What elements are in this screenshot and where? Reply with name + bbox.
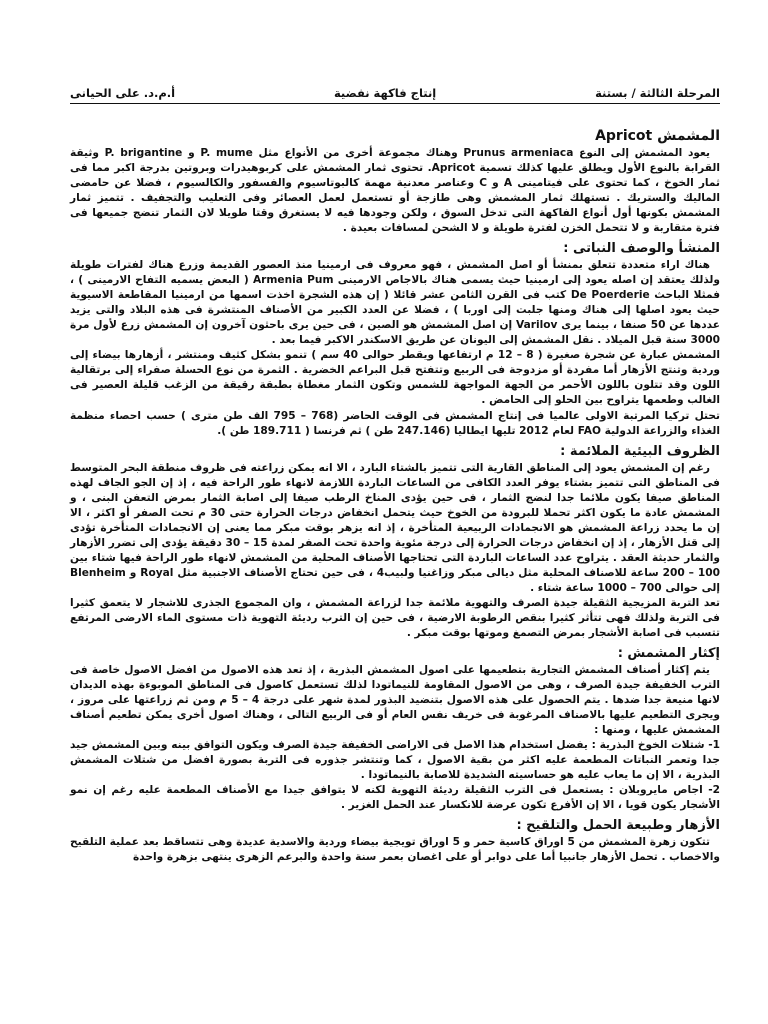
document-page: [70, 86, 720, 865]
header-stage: المرحلة الثالثة / بستنة: [595, 86, 720, 100]
paragraph-production: تحتل تركيا المرتبة الاولى عالميا فى إنتاج المشمش فى الوقت الحاضر (768 – 795 الف طن مترى ) حسب احصاء منظمة الغذاء والزراعة الدولية FAO لعام 2012 تليها ايطاليا (247.146 طن ) ثم فرنسا ( 189.711 طن ).: [70, 409, 720, 437]
paragraph-peach-rootstock: 1- شتلات الخوخ البذرية : يفضل استخدام هذا الاصل فى الاراضى الخفيفة جيدة الصرف ويكون التوافق بينه وبين المشمش جيد جدا وتعمر النباتات المطعمة عليه اكثر من بقية الاصول ، كما وتنتشر جذوره فى التربة بصورة افضل من شتلات المشمش البذرية ، الا إن ما يعاب عليه هو حساسيته الشديدة للاصابة بالنيماتودا .: [70, 739, 720, 782]
paragraph-origin: هناك اراء متعددة تتعلق بمنشأ أو اصل المشمش ، فهو معروف فى ارمينيا منذ العصور القديمة وزرع هناك لفترات طويلة ولذلك يعتقد إن اصله يعود إلى ارمينيا حيث يسمى هناك بالاجاص الارمينى Armenia Pum ( البعض يسميه التفاح الارمينى ) ، فمثلا الباحث De Poerderie كتب فى القرن الثامن عشر قائلا ( إن هذه الشجرة اخذت اسمها من ارمينيا المقاطعة الاسيوية حيث يعود اصلها إلى هناك ومنها جلبت إلى اوربا ) ، فضلا عن العدد الكبير من الأصناف المنتشرة فى هذه البلاد والتى يزيد عددها عن 50 صنفا ، بينما يرى Varilov إن اصل المشمش هو الصين ، فى حين يرى باحثون آخرون إن المشمش زرع لأول مرة 3000 سنة قبل الميلاد . نقل المشمش إلى اليونان عن طريق الاسكندر الاكبر فيما بعد .: [70, 259, 721, 347]
section-title-environment: الظروف البيئية الملائمة :: [560, 443, 720, 459]
paragraph-myrobalan-rootstock: 2- اجاص مايروبلان : يستعمل فى الترب الثقيلة رديئة التهوية لكنه لا يتوافق جيدا مع الأصناف المطعمة عليه رغم إن نمو الأشجار يكون قويا ، الا إن الأفرع تكون عرضة للانكسار عند الحمل الغزير .: [70, 784, 720, 812]
paragraph-climate: رغم إن المشمش يعود إلى المناطق القارية التى تتميز بالشتاء البارد ، الا انه يمكن زراعته فى ظروف منطقة البحر المتوسط فى المناطق التى تتميز بشتاء يوفر العدد الكافى من الساعات الباردة اللازمة لانهاء طور الراحة فيه ، إذ إن الجو الجاف لهذه المناطق صيفا يكون ملائما جدا لنضج الثمار ، فى حين يؤدى المناخ الرطب صيفا إلى اصابة الثمار بمرض التعفن البنى ، و المشمش عادة ما يكون اكثر تحملا للبرودة من الخوخ حيث يتحمل انخفاض درجات الحرارة حتى 30 م تحت الصفر أو اكثر ، الا إن ما يحدد زراعة المشمش هو الانجمادات الربيعية المتأخرة ، إذ انه يزهر بوقت مبكر مما يعنى إن الانجمادات المتأخرة تؤدى إلى قتل الأزهار ، إذ إن انخفاض درجات الحرارة إلى درجة مئوية واحدة تحت الصفر لمدة 15 – 30 دقيقة يؤدى إلى تضرر الأزهار والثمار حديثة العقد . يتراوح عدد الساعات الباردة التى تحتاجها الأصناف المحلية من المشمش لانهاء طور الراحة فيها شتاء بين 100 – 200 ساعة للاصناف المحلية مثل ديالى مبكر وزاغنيا ولبيب4 ، فى حين تحتاج الأصناف الاجنبية مثل Royal و Blenheim إلى حوالى 700 – 1000 ساعة شتاء .: [70, 461, 721, 594]
section-title-flowering: الأزهار وطبيعة الحمل والتلقيح :: [516, 818, 720, 834]
paragraph-propagation: يتم إكثار أصناف المشمش التجارية بتطعيمها على اصول المشمش البذرية ، إذ تعد هذه الاصول من افضل الاصول خاصة فى الترب الخفيفة جيدة الصرف ، وهى من الاصول المقاومة للنيماتودا لذلك تستعمل كاصول فى المناطق الموبوءة بهذه الديدان لانها منيعة جدا ضدها . يتم الحصول على هذه الاصول بتنضيد البذور لمدة شهر على درجة 4 – 5 م ومن ثم زراعتها على مروز ، ويجرى التطعيم عليها بالاصناف المرغوبة فى خريف نفس العام أو فى الربيع التالى ، وهناك اصول أخرى يمكن تطعيم أصناف المشمش عليها ، ومنها :: [70, 663, 720, 737]
paragraph-intro: يعود المشمش إلى النوع Prunus armeniaca وهناك مجموعة أخرى من الأنواع مثل P. mume و P. brigantine وثيقة القرابة بالنوع الأول ويطلق عليها كذلك تسمية Apricot. تحتوى ثمار المشمش على كربوهيدرات وبروتين بدرجة اكبر مما فى ثمار الخوخ ، كما تحتوى على فيتامينى A و C وعناصر معدنية مهمة كالبوتاسيوم والفسفور والكالسيوم ، فضلا عن حامضى الماليك والستريك . تستهلك ثمار المشمش وهى طازجة أو تستعمل لعمل العصائر وفى التعليب والتجفيف . تتميز ثمار المشمش بكونها أول أنواع الفاكهة التى تدخل السوق ، ولكن وجودها فيه لا يستغرق وقتا طويلا لان الثمار تنضج جميعها فى فترة متقاربة و لا تتحمل الخزن لفترة طويلة و لا الشحن لمسافات بعيدة .: [70, 147, 721, 235]
header-course: إنتاج فاكهة نفضية: [333, 86, 437, 100]
paragraph-flowering: تتكون زهرة المشمش من 5 اوراق كاسية حمر و 5 اوراق تويجية بيضاء وردية والاسدية عديدة وهى تتساقط بعد عملية التلقيح والاخصاب . تحمل الأزهار جانبيا أما على دوابر أو على اغصان بعمر سنة واحدة والبرعم الزهرى ينتهى بزهرة واحدة: [70, 836, 720, 864]
paragraph-soil: تعد التربة المزيجية الثقيلة جيدة الصرف والتهوية ملائمة جدا لزراعة المشمش ، وان المجموع الجذرى للاشجار لا يتعمق كثيرا فى التربة ولذلك فهى تتأثر كثيرا بنقص الرطوبة الارضية ، فى حين إن الترب رديئة التهوية ذات مستوى الماء الارضى المرتفع تتسبب فى اصابة الأشجار بمرض التصمغ وموتها بوقت مبكر .: [70, 596, 720, 639]
header-author: أ.م.د. على الحيانى: [70, 86, 176, 100]
section-title-apricot: المشمش Apricot: [595, 128, 720, 144]
section-title-propagation: إكثار المشمش :: [617, 645, 720, 661]
section-title-origin: المنشأ والوصف النباتى :: [563, 241, 720, 257]
paragraph-description: المشمش عبارة عن شجرة صغيرة ( 8 – 12 م ارتفاعها ويقطر حوالى 40 سم ) تنمو بشكل كثيف ومنتشر ، أزهارها بيضاء إلى وردية وتنتج الأزهار أما مفردة أو مزدوجة فى الربيع وتتفتح قبل البراعم الخضرية . الثمرة من نوع الحسلة صفراء إلى برتقالية اللون وقد تتلون باللون الأحمر من الجهة المواجهة للشمس وتكون الثمار مغطاة بطبقة رقيقة من الزغب قليلة العصير فى الغالب وطعمها يتراوح بين الحلو إلى الحامض .: [70, 349, 720, 407]
page-header: [70, 86, 720, 104]
